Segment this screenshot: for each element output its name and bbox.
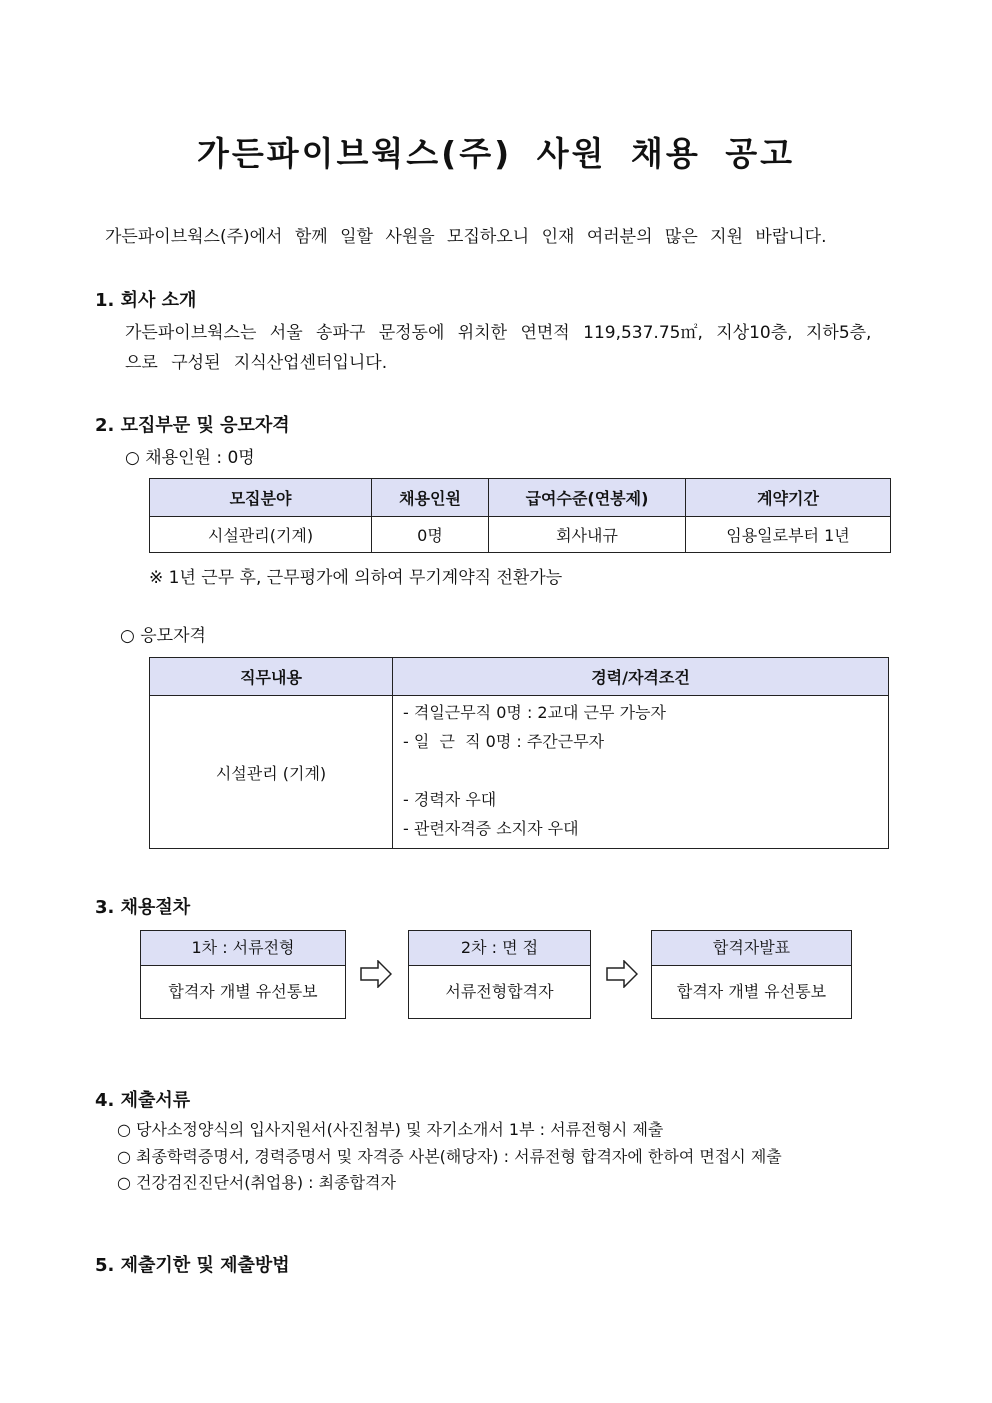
right-arrow-icon bbox=[606, 960, 638, 988]
condition-line bbox=[403, 756, 888, 785]
condition-line: - 격일근무직 0명 : 2교대 근무 가능자 bbox=[403, 703, 666, 722]
table-row bbox=[150, 517, 891, 553]
table-cell: 시설관리(기계) bbox=[150, 517, 372, 553]
table-header-row bbox=[150, 658, 889, 696]
document-item: ○ 최종학력증명서, 경력증명서 및 자격증 사본(해당자) : 서류전형 합격자에 한하여 면접시 제출 bbox=[117, 1147, 782, 1166]
section-3-heading: 3. 채용절차 bbox=[95, 897, 191, 918]
section-4-heading: 4. 제출서류 bbox=[95, 1090, 191, 1111]
conversion-note: ※ 1년 근무 후, 근무평가에 의하여 무기계약직 전환가능 bbox=[149, 568, 563, 588]
table-header-cell: 직무내용 bbox=[150, 658, 393, 696]
table-header-cell: 경력/자격조건 bbox=[393, 658, 889, 696]
condition-line: - 관련자격증 소지자 우대 bbox=[403, 819, 579, 838]
section-5-heading: 5. 제출기한 및 제출방법 bbox=[95, 1255, 290, 1276]
page-title: 가든파이브웍스(주) 사원 채용 공고 bbox=[197, 134, 795, 173]
step-detail: 합격자 개별 유선통보 bbox=[676, 982, 827, 1001]
section-2-heading: 2. 모집부문 및 응모자격 bbox=[95, 415, 290, 436]
step-detail: 합격자 개별 유선통보 bbox=[168, 982, 318, 1001]
table-cell: 회사내규 bbox=[489, 517, 686, 553]
table-header-cell: 모집분야 bbox=[150, 479, 372, 517]
table-row bbox=[150, 696, 889, 849]
step-title: 1차 : 서류전형 bbox=[141, 931, 345, 966]
table-cell: 0명 bbox=[372, 517, 489, 553]
process-step-1 bbox=[140, 930, 346, 1019]
recruitment-table bbox=[149, 478, 891, 553]
section-1-heading: 1. 회사 소개 bbox=[95, 290, 197, 311]
document-item: ○ 건강검진진단서(취업용) : 최종합격자 bbox=[117, 1173, 396, 1192]
qualification-heading: ○ 응모자격 bbox=[120, 626, 206, 646]
table-header-row bbox=[150, 479, 891, 517]
job-description-cell: 시설관리 (기계) bbox=[150, 696, 393, 849]
conditions-cell bbox=[393, 696, 889, 849]
table-header-cell: 채용인원 bbox=[372, 479, 489, 517]
condition-line: - 일 근 직 0명 : 주간근무자 bbox=[403, 732, 605, 751]
table-header-cell: 급여수준(연봉제) bbox=[489, 479, 686, 517]
intro-text: 가든파이브웍스(주)에서 함께 일할 사원을 모집하오니 인재 여러분의 많은 지원 바랍니다. bbox=[105, 227, 827, 247]
step-title: 합격자발표 bbox=[652, 931, 851, 966]
hire-count: ○ 채용인원 : 0명 bbox=[125, 448, 255, 468]
process-step-3 bbox=[651, 930, 852, 1019]
process-step-2 bbox=[408, 930, 591, 1019]
step-detail: 서류전형합격자 bbox=[445, 982, 554, 1001]
table-cell: 임용일로부터 1년 bbox=[686, 517, 891, 553]
step-title: 2차 : 면 접 bbox=[409, 931, 590, 966]
condition-line: - 경력자 우대 bbox=[403, 790, 497, 809]
table-header-cell: 계약기간 bbox=[686, 479, 891, 517]
company-intro-line-1: 가든파이브웍스는 서울 송파구 문정동에 위치한 연면적 119,537.75㎡, 지상10층, 지하5층, bbox=[125, 323, 872, 343]
company-intro-line-2: 으로 구성된 지식산업센터입니다. bbox=[125, 353, 388, 373]
document-item: ○ 당사소정양식의 입사지원서(사진첨부) 및 자기소개서 1부 : 서류전형시 제출 bbox=[117, 1120, 664, 1139]
qualification-table bbox=[149, 657, 889, 849]
right-arrow-icon bbox=[360, 960, 392, 988]
